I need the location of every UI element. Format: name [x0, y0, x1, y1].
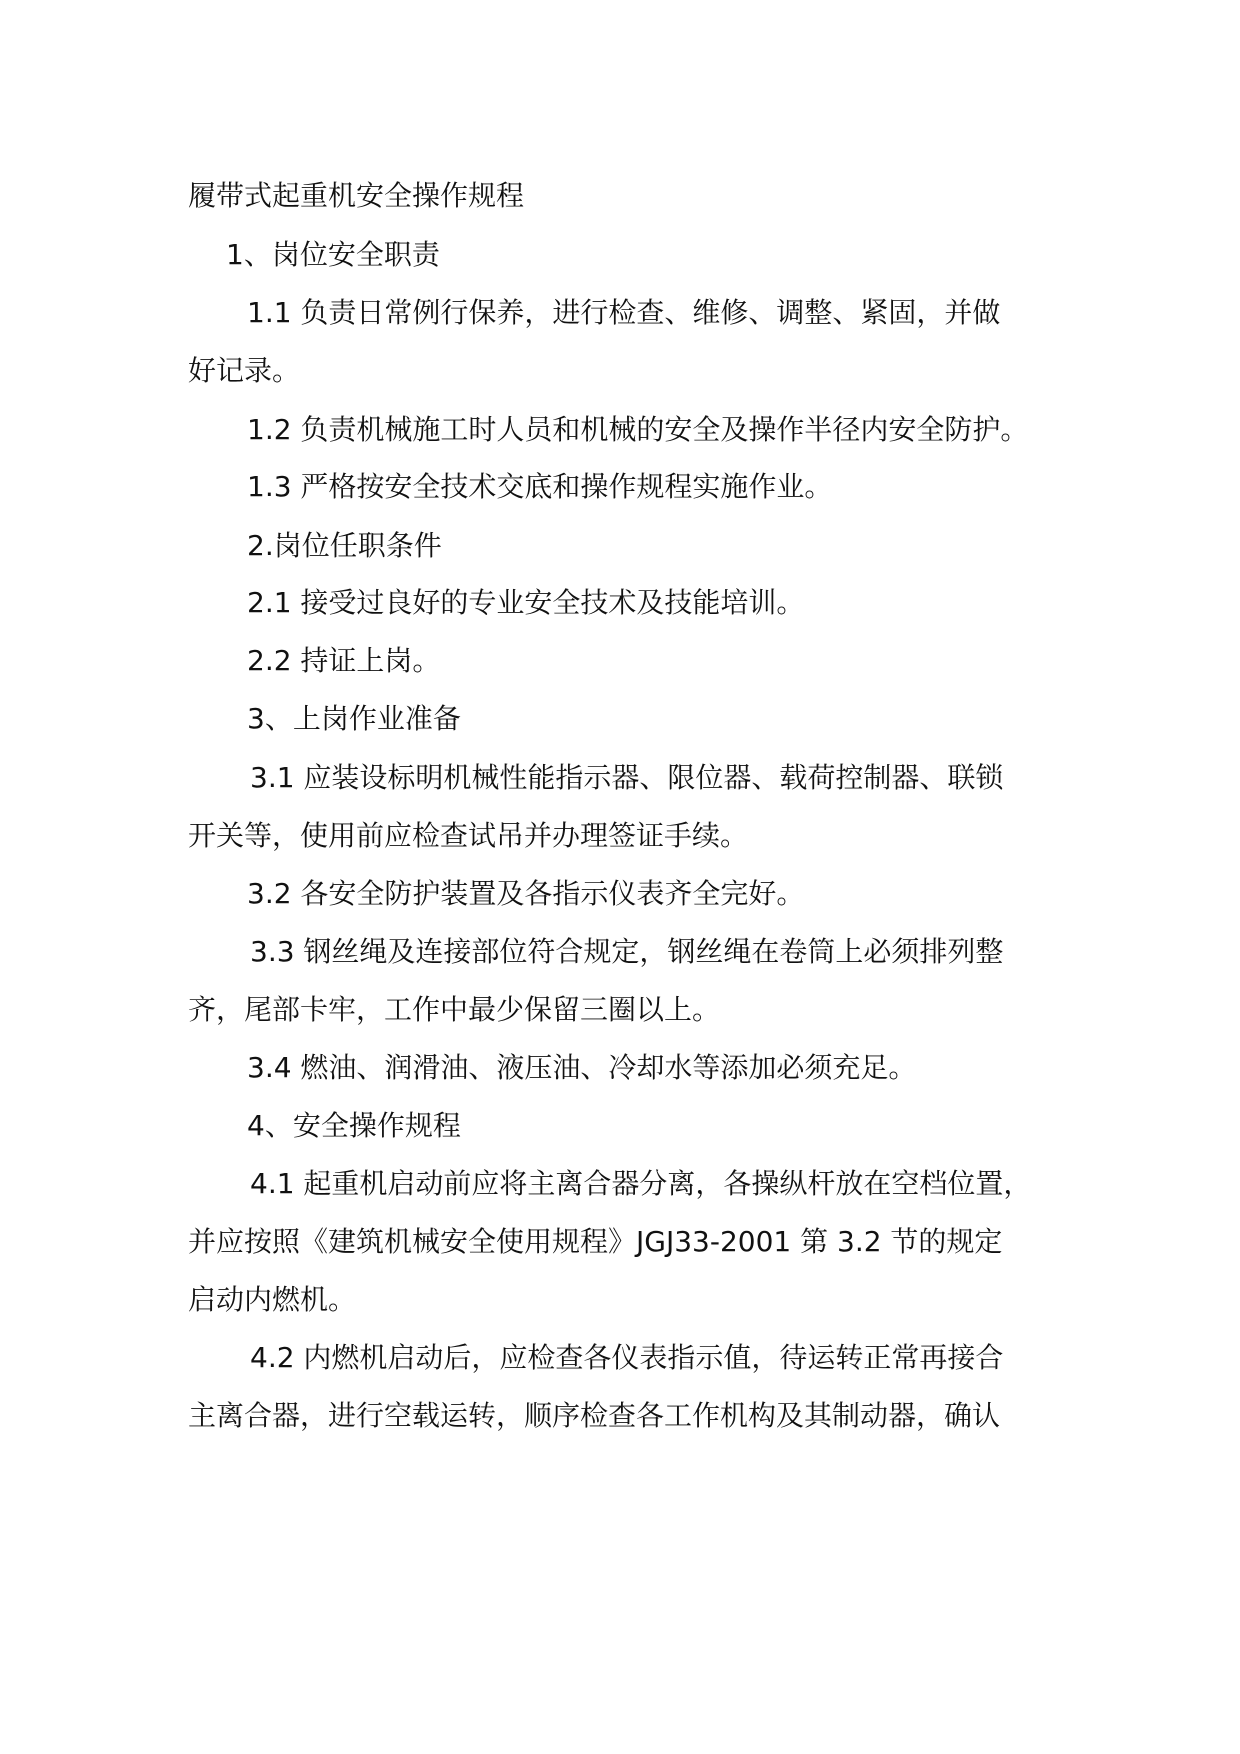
paragraph-1-1-line-1: 1.1 负责日常例行保养，进行检查、维修、调整、紧固，并做	[247, 296, 1001, 329]
paragraph-4-1-line-2: 并应按照《建筑机械安全使用规程》JGJ33-2001 第 3.2 节的规定	[188, 1225, 1003, 1258]
paragraph-3-3-line-2: 齐，尾部卡牢，工作中最少保留三圈以上。	[188, 993, 721, 1026]
paragraph-4-2-line-1: 4.2 内燃机启动后，应检查各仪表指示值，待运转正常再接合	[250, 1341, 1004, 1374]
paragraph-1-2: 1.2 负责机械施工时人员和机械的安全及操作半径内安全防护。	[247, 413, 1029, 446]
paragraph-3-1-line-2: 开关等，使用前应检查试吊并办理签证手续。	[188, 819, 749, 852]
paragraph-3-1-line-1: 3.1 应装设标明机械性能指示器、限位器、载荷控制器、联锁	[250, 761, 1004, 794]
paragraph-3-3-line-1: 3.3 钢丝绳及连接部位符合规定，钢丝绳在卷筒上必须排列整	[250, 935, 1004, 968]
section-3-heading: 3、上岗作业准备	[247, 702, 461, 735]
paragraph-3-2: 3.2 各安全防护装置及各指示仪表齐全完好。	[247, 877, 805, 910]
section-1-heading: 1、岗位安全职责	[226, 238, 440, 271]
section-2-heading: 2.岗位任职条件	[247, 529, 442, 562]
section-4-heading: 4、安全操作规程	[247, 1109, 461, 1142]
paragraph-4-1-line-1: 4.1 起重机启动前应将主离合器分离，各操纵杆放在空档位置，	[250, 1167, 1032, 1200]
paragraph-2-2: 2.2 持证上岗。	[247, 644, 441, 677]
paragraph-4-1-line-3: 启动内燃机。	[188, 1283, 357, 1316]
paragraph-1-1-line-2: 好记录。	[188, 354, 301, 387]
paragraph-1-3: 1.3 严格按安全技术交底和操作规程实施作业。	[247, 470, 833, 503]
paragraph-4-2-line-2: 主离合器，进行空载运转，顺序检查各工作机构及其制动器，确认	[188, 1399, 1001, 1432]
paragraph-3-4: 3.4 燃油、润滑油、液压油、冷却水等添加必须充足。	[247, 1051, 917, 1084]
paragraph-2-1: 2.1 接受过良好的专业安全技术及技能培训。	[247, 586, 805, 619]
document-title: 履带式起重机安全操作规程	[188, 179, 525, 212]
